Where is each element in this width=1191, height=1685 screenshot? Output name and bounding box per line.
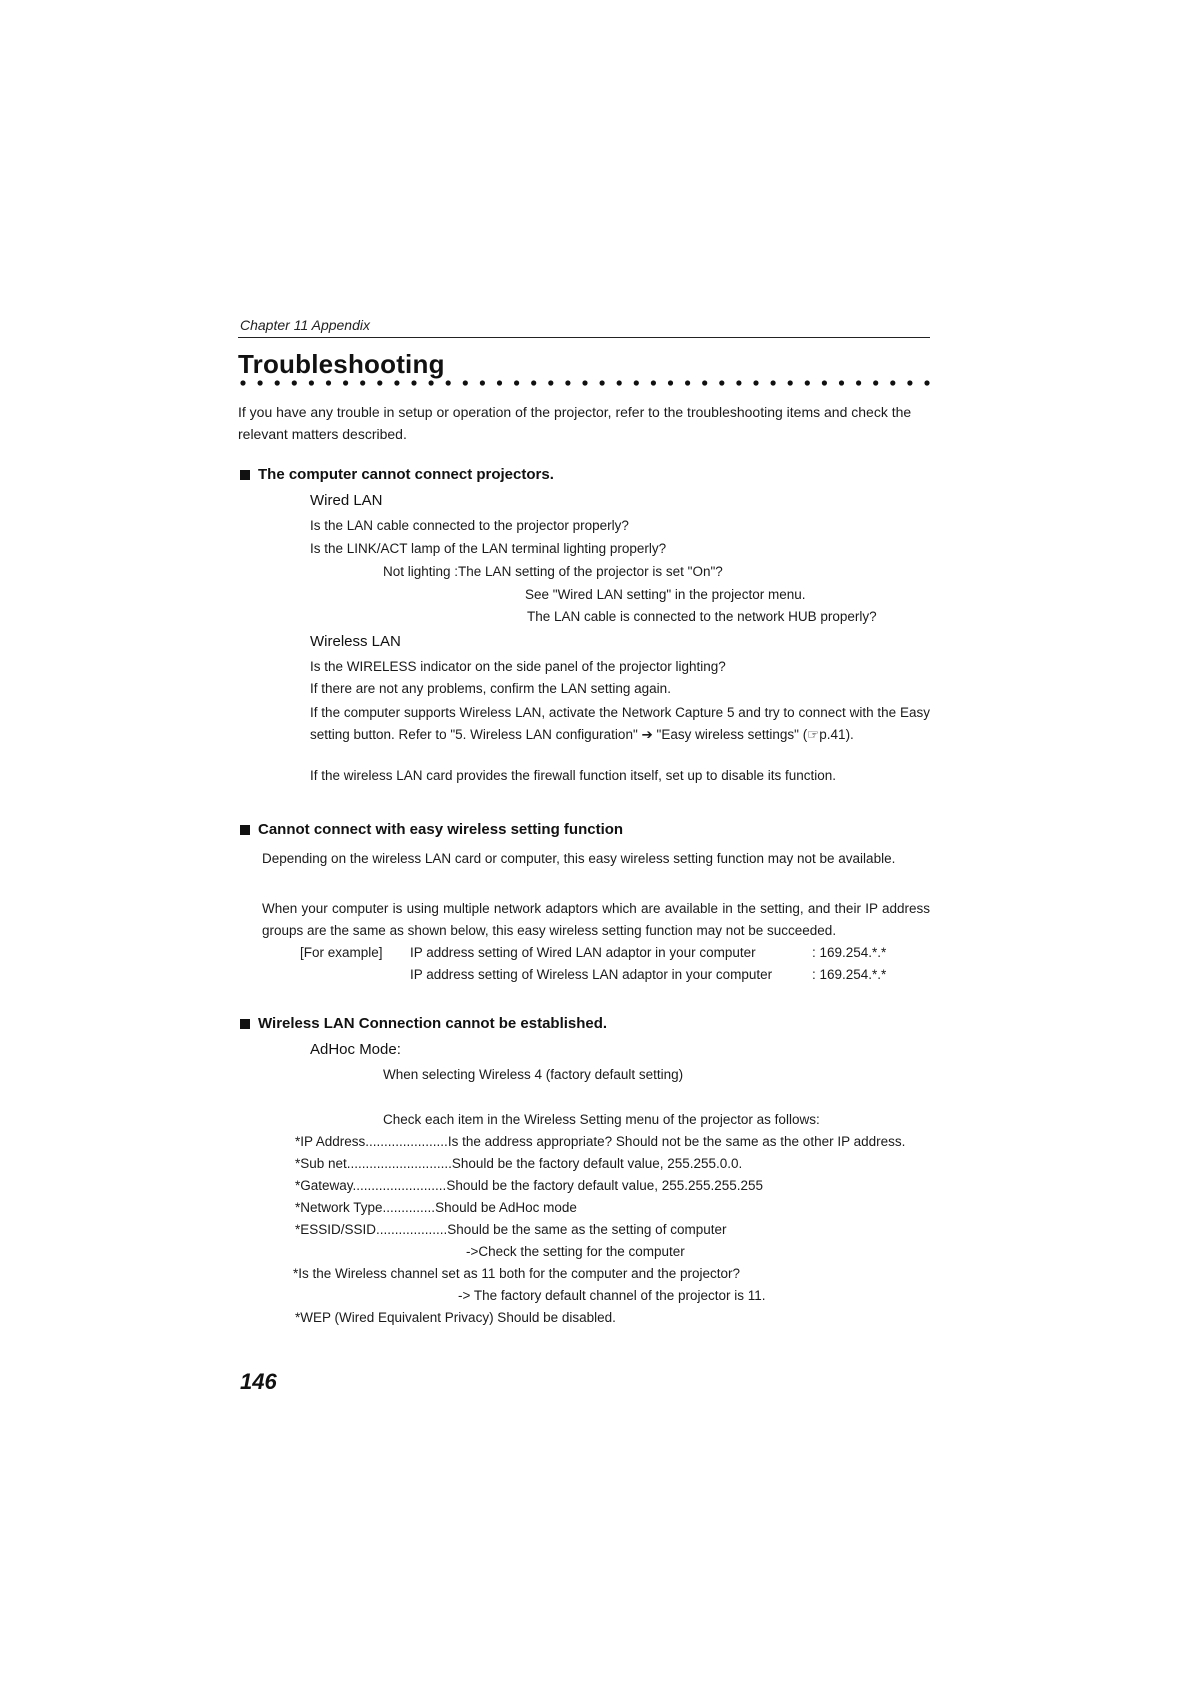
example-label: [For example] [300,945,383,960]
setting-text: Should be the same as the setting of computer [447,1222,727,1237]
adhoc-mode-line: When selecting Wireless 4 (factory default setting) [383,1067,684,1082]
divider-dot [463,380,468,385]
setting-item [295,1156,742,1171]
divider-dot [685,380,690,385]
header-rule [238,337,930,338]
divider-dot [446,380,451,385]
divider-dot [343,380,348,385]
setting-item [295,1178,763,1193]
easy-wireless-paragraph: When your computer is using multiple network adaptors which are available in the setting, and their IP address groups are the same as shown below, this easy wireless setting function may not be succeeded. [262,901,930,938]
divider-dot [907,380,912,385]
section-heading-connection [240,1015,607,1032]
divider-dot [497,380,502,385]
leader-dots: ............................ [346,1156,452,1171]
page-number: 146 [240,1369,277,1394]
section-heading-easy-wireless [240,821,623,838]
setting-text: Should be the factory default value, 255.255.255.255 [446,1178,764,1193]
chapter-label: Chapter 11 Appendix [240,317,370,333]
divider-dot [822,380,827,385]
divider-dot [839,380,844,385]
setting-label: *Network Type [295,1200,383,1215]
setting-text: Should be AdHoc mode [435,1200,577,1215]
wired-line: Not lighting :The LAN setting of the projector is set "On"? [383,564,723,579]
square-bullet-icon [240,470,250,480]
example-row-text: IP address setting of Wireless LAN adaptor in your computer [410,967,773,982]
divider-dot [805,380,810,385]
intro-paragraph: If you have any trouble in setup or operation of the projector, refer to the troubleshooting items and check the relevant matters described. [238,404,912,442]
section-heading-text: Cannot connect with easy wireless setting function [258,821,624,838]
divider-dot [326,380,331,385]
example-row-text: IP address setting of Wired LAN adaptor in your computer [410,945,756,960]
setting-label: *Gateway [295,1178,353,1193]
divider-dot [634,380,639,385]
divider-dot [924,380,929,385]
dotted-divider [240,378,930,388]
example-row-value: : 169.254.*.* [812,967,887,982]
divider-dot [719,380,724,385]
example-row-value: : 169.254.*.* [812,945,887,960]
square-bullet-icon [240,1019,250,1029]
section-heading-cannot-connect [240,466,554,483]
divider-dot [753,380,758,385]
divider-dot [480,380,485,385]
page-title: Troubleshooting [238,349,445,379]
divider-dot [411,380,416,385]
leader-dots: ......................... [352,1178,447,1193]
check-line: Check each item in the Wireless Setting menu of the projector as follows: [383,1112,820,1127]
divider-dot [429,380,434,385]
divider-dot [582,380,587,385]
wired-line: Is the LINK/ACT lamp of the LAN terminal lighting properly? [310,541,667,556]
divider-dot [788,380,793,385]
divider-dot [394,380,399,385]
wired-line: The LAN cable is connected to the network HUB properly? [527,609,877,624]
divider-dot [240,380,245,385]
divider-dot [377,380,382,385]
divider-dot [702,380,707,385]
setting-label: *IP Address [295,1134,366,1149]
adhoc-mode-heading: AdHoc Mode: [310,1041,401,1058]
wireless-lan-heading: Wireless LAN [310,633,401,650]
divider-dot [873,380,878,385]
wired-line: See "Wired LAN setting" in the projector menu. [525,587,806,602]
setting-text: Is the address appropriate? Should not be the same as the other IP address. [447,1134,906,1149]
divider-dot [617,380,622,385]
wireless-line: If there are not any problems, confirm the LAN setting again. [310,681,671,696]
setting-item [295,1134,905,1149]
wireless-line: If the wireless LAN card provides the firewall function itself, set up to disable its function. [310,768,837,783]
section-heading-text: The computer cannot connect projectors. [258,466,554,483]
divider-dot [548,380,553,385]
leader-dots: ...................... [365,1134,448,1149]
square-bullet-icon [240,825,250,835]
wireless-line: Is the WIRELESS indicator on the side panel of the projector lighting? [310,659,726,674]
divider-dot [890,380,895,385]
divider-dot [292,380,297,385]
divider-dot [736,380,741,385]
channel-question: *Is the Wireless channel set as 11 both for the computer and the projector? [293,1266,740,1281]
setting-item [295,1200,577,1215]
divider-dot [651,380,656,385]
leader-dots: .............. [382,1200,436,1215]
wired-lan-heading: Wired LAN [310,492,383,509]
divider-dot [771,380,776,385]
setting-label: *Sub net [295,1156,347,1171]
divider-dot [600,380,605,385]
divider-dot [258,380,263,385]
setting-label: *ESSID/SSID [295,1222,377,1237]
divider-dot [360,380,365,385]
leader-dots: ................... [376,1222,448,1237]
divider-dot [531,380,536,385]
divider-dot [565,380,570,385]
divider-dot [275,380,280,385]
channel-note: -> The factory default channel of the projector is 11. [458,1288,766,1303]
wireless-paragraph: If the computer supports Wireless LAN, activate the Network Capture 5 and try to connect with the Easy setting button. Refer to "5. Wireless LAN configuration" ➔ "Easy wireless settings" (☞p.41). [310,705,930,742]
essid-note: ->Check the setting for the computer [466,1244,685,1259]
wep-line: *WEP (Wired Equivalent Privacy) Should be disabled. [295,1310,616,1325]
wired-line: Is the LAN cable connected to the projector properly? [310,518,629,533]
divider-dot [514,380,519,385]
divider-dot [668,380,673,385]
easy-wireless-paragraph: Depending on the wireless LAN card or computer, this easy wireless setting function may not be available. [262,851,896,866]
setting-text: Should be the factory default value, 255.255.0.0. [451,1156,743,1171]
divider-dot [856,380,861,385]
divider-dot [309,380,314,385]
section-heading-text: Wireless LAN Connection cannot be established. [258,1015,608,1032]
setting-item [295,1222,726,1237]
